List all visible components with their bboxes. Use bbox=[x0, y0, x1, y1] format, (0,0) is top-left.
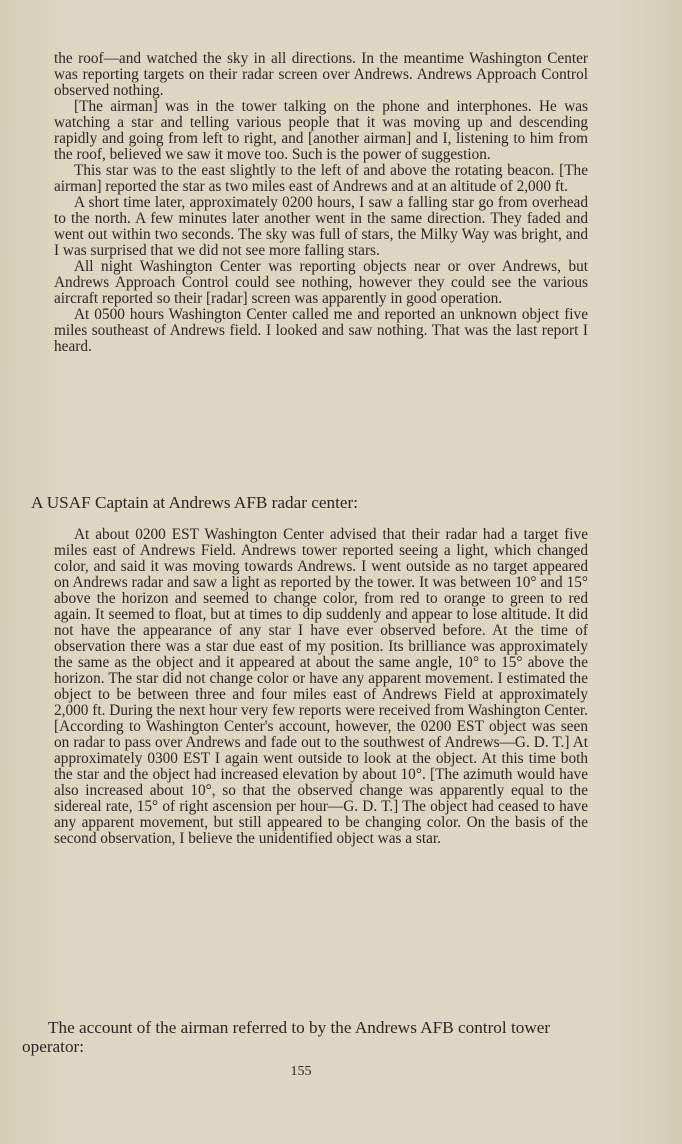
page-number: 155 bbox=[290, 1064, 312, 1079]
paragraph-washington-center-reports: All night Washington Center was reporting objects near or over Andrews, but Andrews Approach Control could see nothing, however they could see the various aircraft reported so their [radar] screen was apparently in good operation. bbox=[54, 258, 588, 307]
paragraph-roof-watch: the roof—and watched the sky in all directions. In the meantime Washington Center was reporting targets on their radar screen over Andrews. Andrews Approach Control observed nothing. bbox=[54, 50, 588, 99]
section-heading-usaf-captain: A USAF Captain at Andrews AFB radar center: bbox=[31, 493, 358, 512]
paragraph-last-report: At 0500 hours Washington Center called me and reported an unknown object five miles southeast of Andrews field. I looked and saw nothing. That was the last report I heard. bbox=[54, 306, 588, 355]
quoted-account-control-tower-operator bbox=[54, 51, 588, 355]
paragraph-falling-star: A short time later, approximately 0200 hours, I saw a falling star go from overhead to the north. A few minutes later another went in the same direction. They faded and went out within two seconds. The sky was full of stars, the Milky Way was bright, and I was surprised that we did not see more falling stars. bbox=[54, 194, 588, 259]
paragraph-airman-in-tower: [The airman] was in the tower talking on the phone and interphones. He was watching a star and telling various people that it was moving up and descending rapidly and going from left to right, and [another airman] and I, listening to him from the roof, believed we saw it move too. Such is the power of suggestion. bbox=[54, 98, 588, 163]
paragraph-star-east: This star was to the east slightly to the left of and above the rotating beacon. [The airman] reported the star as two miles east of Andrews and at an altitude of 2,000 ft. bbox=[54, 162, 588, 195]
closing-paragraph-airman-account: The account of the airman referred to by the Andrews AFB control tower operator: bbox=[22, 1018, 551, 1056]
paragraph-captain-account: At about 0200 EST Washington Center advised that their radar had a target five miles east of Andrews Field. Andrews tower reported seeing a light, which changed color, and said it was moving towards Andrews. I went outside as no target appeared on Andrews radar and saw a light as reported by the tower. It was between 10° and 15° above the horizon and seemed to change color, from red to orange to green to red again. It seemed to float, but at times to dip suddenly and appear to lose altitude. It did not have the appearance of any star I have ever observed before. At the time of observation there was a star due east of my position. Its brilliance was approximately the same as the object and it appeared at about the same angle, 10° to 15° above the horizon. The star did not change color or have any apparent movement. I estimated the object to be between three and four miles east of Andrews Field at approximately 2,000 ft. During the next hour very few reports were received from Washington Center. [According to Washington Center's account, however, the 0200 EST object was seen on radar to pass over Andrews and fade out to the southwest of Andrews—G. D. T.] At approximately 0300 EST I again went outside to look at the object. At this time both the star and the object had increased elevation by about 10°. [The azimuth would have also increased about 10°, so that the observed change was apparently equal to the sidereal rate, 15° of right ascension per hour—G. D. T.] The object had ceased to have any apparent movement, but still appeared to be changing color. On the basis of the second observation, I believe the unidentified object was a star. bbox=[54, 526, 588, 847]
quoted-account-usaf-captain bbox=[54, 527, 588, 847]
